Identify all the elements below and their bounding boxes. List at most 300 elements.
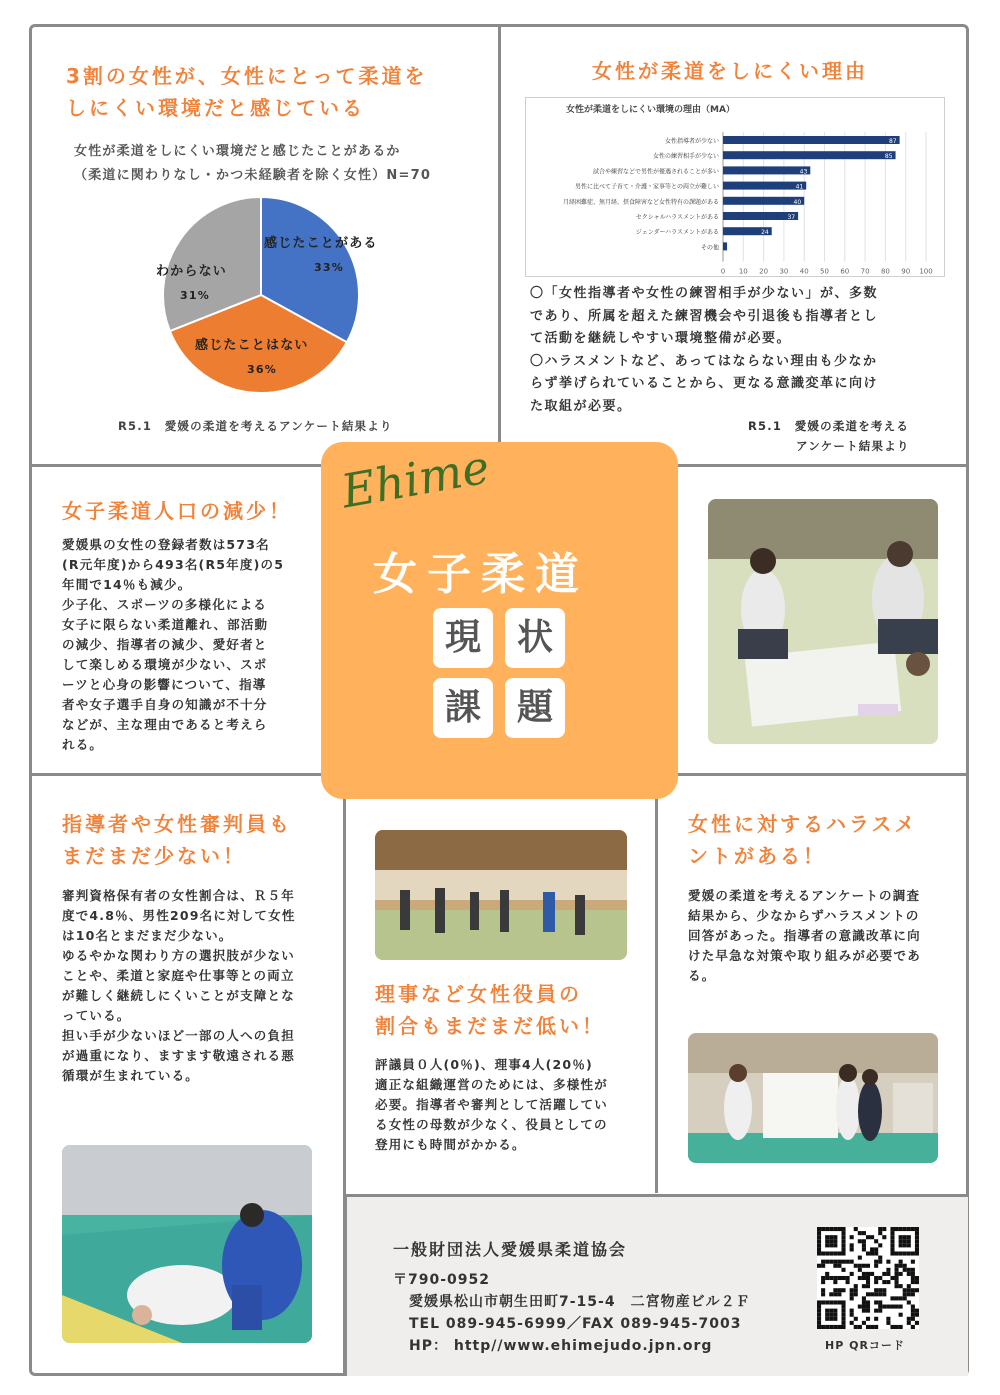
pie-pct-notfelt: 36% <box>247 363 277 376</box>
qr-module <box>825 1309 829 1313</box>
qr-module <box>846 1276 850 1280</box>
qr-module <box>882 1305 886 1309</box>
bar-tick-label: 80 <box>880 267 890 276</box>
qr-module <box>821 1251 825 1255</box>
qr-module <box>903 1264 907 1268</box>
gymnasium-photo <box>375 830 627 960</box>
qr-module <box>886 1268 890 1272</box>
qr-module <box>903 1288 907 1292</box>
qr-module <box>911 1292 915 1296</box>
bar-chart <box>526 98 944 276</box>
qr-module <box>899 1313 903 1317</box>
qr-module <box>866 1276 870 1280</box>
qr-module <box>895 1264 899 1268</box>
qr-module <box>837 1276 841 1280</box>
qr-module <box>911 1227 915 1231</box>
qr-module <box>890 1251 894 1255</box>
qr-module <box>878 1256 882 1260</box>
qr-module <box>870 1247 874 1251</box>
qr-module <box>841 1239 845 1243</box>
referees-text: 審判資格保有者の女性割合は、Ｒ５年 度で4.8％、男性209名に対して女性 は10名とまだまだ少ない。 ゆるやかな関わり方の選択肢が少ない ことや、柔道と家庭や仕事等との両立 が難しく継続しにくいことが支障とな っている。 担い手が少ないほど一部の人への負担 が過重になり、ますます敬遠される悪 循環が生まれている。 <box>62 888 296 1083</box>
qr-module <box>833 1239 837 1243</box>
qr-module <box>825 1317 829 1321</box>
qr-module <box>850 1272 854 1276</box>
bar-chart-title: 女性が柔道をしにくい環境の理由（MA） <box>566 105 735 115</box>
qr-module <box>833 1288 837 1292</box>
pie-question: 女性が柔道をしにくい環境だと感じたことがあるか （柔道に関わりなし・かつ未経験者を除く女性）N=70 <box>74 144 432 183</box>
qr-module <box>874 1325 878 1329</box>
qr-module <box>817 1309 821 1313</box>
qr-module <box>890 1276 894 1280</box>
qr-module <box>915 1235 919 1239</box>
qr-module <box>825 1325 829 1329</box>
qr-module <box>878 1227 882 1231</box>
qr-module <box>878 1288 882 1292</box>
bar-category-label: 女性指導者が少ない <box>664 138 719 145</box>
bar-category-label: 女性の練習相手が少ない <box>652 153 719 161</box>
qr-module <box>878 1243 882 1247</box>
qr-module <box>829 1227 833 1231</box>
kanji-kadai-2: 題 <box>505 678 565 738</box>
qr-module <box>903 1296 907 1300</box>
ehime-script: Ehime <box>337 439 494 519</box>
kanji-kadai-1: 課 <box>433 678 493 738</box>
qr-module <box>833 1276 837 1280</box>
qr-module <box>915 1321 919 1325</box>
qr-module <box>915 1280 919 1284</box>
qr-module <box>829 1313 833 1317</box>
qr-module <box>837 1325 841 1329</box>
qr-module <box>895 1276 899 1280</box>
qr-module <box>915 1309 919 1313</box>
pie-source: R5.1 愛媛の柔道を考えるアンケート結果より <box>118 419 393 433</box>
qr-module <box>874 1247 878 1251</box>
qr-module <box>907 1272 911 1276</box>
qr-module <box>866 1264 870 1268</box>
qr-module <box>874 1280 878 1284</box>
bar-heading: 女性が柔道をしにくい理由 <box>592 59 868 83</box>
qr-module <box>825 1243 829 1247</box>
bar-category-label: 試合や練習などで男性が優遇されることが多い <box>592 168 719 176</box>
qr-module <box>866 1251 870 1255</box>
qr-module <box>899 1272 903 1276</box>
qr-module <box>866 1292 870 1296</box>
qr-module <box>841 1305 845 1309</box>
qr-module <box>854 1288 858 1292</box>
qr-module <box>878 1309 882 1313</box>
pie-label-notfelt: 感じたことはない <box>195 338 309 353</box>
divider <box>655 773 658 1193</box>
qr-module <box>841 1309 845 1313</box>
qr-module <box>817 1321 821 1325</box>
address: 愛媛県松山市朝生田町7-15-4 二宮物産ビル２Ｆ <box>409 1294 751 1310</box>
qr-module <box>874 1288 878 1292</box>
qr-module <box>882 1288 886 1292</box>
qr-module <box>833 1313 837 1317</box>
qr-module <box>821 1260 825 1264</box>
qr-module <box>817 1325 821 1329</box>
qr-module <box>899 1235 903 1239</box>
kanji-genjo-2: 状 <box>505 608 565 668</box>
bar-3 <box>723 182 806 190</box>
qr-module <box>874 1251 878 1255</box>
population-text: 愛媛県の女性の登録者数は573名 (R元年度)から493名(R5年度)の5 年間で14％も減少。 少子化、スポーツの多様化による 女子に限らない柔道離れ、部活動 の減少、指導者の減少、愛好者と して楽しめる環境が少ない、スポ ーツと心身の影響について、指導 者や女子選手自身の知識が不十分 などが、主な理由であると考えら れる。 <box>62 537 285 752</box>
qr-module <box>886 1321 890 1325</box>
qr-module <box>854 1325 858 1329</box>
qr-module <box>841 1227 845 1231</box>
qr-module <box>833 1235 837 1239</box>
qr-module <box>841 1325 845 1329</box>
qr-module <box>899 1264 903 1268</box>
qr-module <box>821 1227 825 1231</box>
qr-module <box>895 1280 899 1284</box>
qr-module <box>895 1284 899 1288</box>
homepage-link[interactable]: HP： http//www.ehimejudo.jpn.org <box>409 1338 713 1354</box>
qr-module <box>841 1268 845 1272</box>
qr-module <box>915 1247 919 1251</box>
qr-module <box>841 1260 845 1264</box>
qr-module <box>846 1260 850 1264</box>
qr-module <box>817 1251 821 1255</box>
qr-module <box>825 1272 829 1276</box>
qr-module <box>858 1276 862 1280</box>
tel-fax: TEL 089-945-6999／FAX 089-945-7003 <box>409 1316 742 1332</box>
qr-module <box>841 1243 845 1247</box>
qr-module <box>899 1284 903 1288</box>
qr-module <box>829 1317 833 1321</box>
qr-module <box>895 1305 899 1309</box>
qr-module <box>821 1264 825 1268</box>
qr-module <box>903 1235 907 1239</box>
qr-module <box>882 1227 886 1231</box>
qr-module <box>862 1284 866 1288</box>
qr-module <box>854 1227 858 1231</box>
qr-code[interactable] <box>817 1227 919 1329</box>
bar-1 <box>723 151 896 159</box>
qr-module <box>886 1305 890 1309</box>
qr-module <box>817 1231 821 1235</box>
qr-module <box>854 1317 858 1321</box>
qr-module <box>874 1300 878 1304</box>
qr-module <box>907 1268 911 1272</box>
qr-module <box>878 1292 882 1296</box>
qr-module <box>907 1235 911 1239</box>
qr-module <box>854 1264 858 1268</box>
footer-contact <box>344 1194 968 1376</box>
qr-module <box>833 1264 837 1268</box>
qr-module <box>854 1284 858 1288</box>
qr-module <box>862 1264 866 1268</box>
qr-module <box>907 1300 911 1304</box>
qr-module <box>874 1276 878 1280</box>
qr-module <box>915 1276 919 1280</box>
qr-label: HP QRコード <box>825 1339 905 1352</box>
qr-module <box>862 1231 866 1235</box>
qr-module <box>850 1247 854 1251</box>
qr-module <box>870 1325 874 1329</box>
qr-module <box>837 1251 841 1255</box>
qr-module <box>841 1276 845 1280</box>
qr-module <box>866 1272 870 1276</box>
qr-module <box>825 1235 829 1239</box>
qr-module <box>858 1325 862 1329</box>
qr-module <box>850 1292 854 1296</box>
qr-module <box>862 1296 866 1300</box>
qr-module <box>866 1309 870 1313</box>
qr-module <box>829 1325 833 1329</box>
qr-module <box>907 1239 911 1243</box>
bar-tick-label: 0 <box>720 267 726 276</box>
pie-pct-unknown: 31% <box>180 289 210 302</box>
badge-title: 女子柔道 <box>373 549 589 600</box>
qr-module <box>825 1239 829 1243</box>
qr-module <box>854 1292 858 1296</box>
qr-module <box>817 1264 821 1268</box>
qr-module <box>833 1292 837 1296</box>
qr-module <box>817 1239 821 1243</box>
qr-module <box>895 1296 899 1300</box>
qr-module <box>866 1284 870 1288</box>
qr-module <box>911 1272 915 1276</box>
qr-module <box>858 1264 862 1268</box>
qr-module <box>841 1231 845 1235</box>
qr-module <box>821 1325 825 1329</box>
qr-module <box>907 1227 911 1231</box>
qr-module <box>866 1317 870 1321</box>
qr-module <box>829 1260 833 1264</box>
qr-module <box>829 1235 833 1239</box>
bar-category-label: その他 <box>700 244 719 252</box>
qr-module <box>878 1260 882 1264</box>
qr-module <box>882 1272 886 1276</box>
qr-module <box>890 1239 894 1243</box>
qr-module <box>817 1305 821 1309</box>
qr-module <box>829 1239 833 1243</box>
bar-0 <box>723 136 900 144</box>
qr-module <box>874 1317 878 1321</box>
qr-module <box>850 1243 854 1247</box>
qr-module <box>817 1235 821 1239</box>
qr-module <box>911 1260 915 1264</box>
qr-module <box>825 1251 829 1255</box>
qr-module <box>841 1247 845 1251</box>
qr-module <box>890 1243 894 1247</box>
qr-module <box>911 1288 915 1292</box>
qr-module <box>911 1325 915 1329</box>
qr-module <box>890 1325 894 1329</box>
qr-module <box>862 1300 866 1304</box>
qr-module <box>911 1276 915 1280</box>
qr-module <box>833 1251 837 1255</box>
qr-module <box>907 1317 911 1321</box>
population-heading: 女子柔道人口の減少！ <box>62 499 292 523</box>
qr-module <box>895 1268 899 1272</box>
qr-module <box>833 1309 837 1313</box>
qr-module <box>862 1247 866 1251</box>
qr-module <box>817 1227 821 1231</box>
qr-module <box>878 1276 882 1280</box>
title-badge <box>321 439 678 799</box>
qr-module <box>858 1256 862 1260</box>
qr-module <box>862 1321 866 1325</box>
bar-tick-label: 30 <box>779 267 789 276</box>
bar-2 <box>723 166 810 174</box>
qr-module <box>829 1243 833 1247</box>
qr-module <box>903 1227 907 1231</box>
qr-module <box>841 1317 845 1321</box>
bar-tick-label: 60 <box>840 267 850 276</box>
qr-module <box>870 1235 874 1239</box>
kanji-genjo-1: 現 <box>433 608 493 668</box>
qr-module <box>874 1239 878 1243</box>
bar-tick-label: 100 <box>919 267 933 276</box>
qr-module <box>899 1251 903 1255</box>
qr-module <box>866 1300 870 1304</box>
officers-text: 評議員０人(0％)、理事4人(20％) 適正な組織運営のためには、多様性が 必要。指導者や審判として活躍してい る女性の母数が少なく、役員としての 登用にも時間がかかる。 <box>375 1057 608 1152</box>
qr-module <box>858 1231 862 1235</box>
qr-module <box>911 1313 915 1317</box>
bar-tick-label: 40 <box>799 267 809 276</box>
qr-module <box>903 1239 907 1243</box>
qr-module <box>837 1227 841 1231</box>
qr-module <box>890 1227 894 1231</box>
qr-module <box>890 1231 894 1235</box>
qr-module <box>907 1288 911 1292</box>
qr-module <box>850 1235 854 1239</box>
workshop-photo <box>708 499 938 744</box>
bar-value-label: 43 <box>799 168 808 176</box>
harassment-text: 愛媛の柔道を考えるアンケートの調査 結果から、少なからずハラスメントの 回答があった。指導者の意識改革に向 けた早急な対策や取り組みが必要であ る。 <box>688 888 921 983</box>
qr-module <box>895 1272 899 1276</box>
bar-category-label: セクシャルハラスメントがある <box>635 214 719 221</box>
qr-module <box>841 1235 845 1239</box>
qr-module <box>833 1317 837 1321</box>
presentation-photo <box>688 1033 938 1163</box>
qr-module <box>878 1305 882 1309</box>
qr-module <box>821 1292 825 1296</box>
qr-module <box>850 1313 854 1317</box>
qr-module <box>850 1309 854 1313</box>
qr-module <box>886 1272 890 1276</box>
qr-module <box>841 1251 845 1255</box>
qr-module <box>833 1325 837 1329</box>
qr-module <box>837 1300 841 1304</box>
qr-module <box>862 1309 866 1313</box>
qr-module <box>903 1251 907 1255</box>
qr-module <box>825 1300 829 1304</box>
bar-tick-label: 50 <box>820 267 829 276</box>
qr-module <box>915 1227 919 1231</box>
qr-module <box>899 1305 903 1309</box>
qr-module <box>899 1227 903 1231</box>
qr-module <box>829 1251 833 1255</box>
bar-value-label: 87 <box>888 138 897 145</box>
qr-module <box>915 1288 919 1292</box>
qr-module <box>829 1292 833 1296</box>
qr-module <box>862 1276 866 1280</box>
qr-module <box>850 1321 854 1325</box>
qr-module <box>866 1280 870 1284</box>
qr-module <box>858 1268 862 1272</box>
bar-tick-label: 20 <box>759 267 769 276</box>
org-name: 一般財団法人愛媛県柔道協会 <box>393 1240 628 1259</box>
qr-module <box>915 1243 919 1247</box>
qr-module <box>903 1268 907 1272</box>
qr-module <box>878 1231 882 1235</box>
bar-chart-box <box>525 97 945 277</box>
qr-module <box>817 1247 821 1251</box>
qr-module <box>833 1260 837 1264</box>
qr-module <box>895 1251 899 1255</box>
bar-tick-label: 90 <box>901 267 911 276</box>
qr-module <box>837 1264 841 1268</box>
qr-module <box>821 1280 825 1284</box>
bar-category-label: 男性に比べて子育て・介護・家事等との両立が難しい <box>574 183 719 191</box>
bar-tick-label: 70 <box>860 267 870 276</box>
qr-module <box>903 1243 907 1247</box>
qr-module <box>821 1288 825 1292</box>
qr-module <box>862 1272 866 1276</box>
qr-module <box>833 1227 837 1231</box>
qr-module <box>907 1284 911 1288</box>
qr-module <box>886 1260 890 1264</box>
qr-module <box>911 1280 915 1284</box>
judo-match-photo <box>62 1145 312 1343</box>
qr-module <box>895 1227 899 1231</box>
qr-module <box>870 1251 874 1255</box>
bar-value-label: 85 <box>884 153 893 161</box>
bar-7 <box>723 242 727 250</box>
qr-module <box>833 1243 837 1247</box>
divider <box>498 24 501 466</box>
qr-module <box>886 1280 890 1284</box>
qr-module <box>915 1239 919 1243</box>
qr-module <box>858 1239 862 1243</box>
bar-value-label: 41 <box>795 183 804 191</box>
qr-module <box>817 1300 821 1304</box>
qr-module <box>870 1272 874 1276</box>
qr-module <box>817 1313 821 1317</box>
qr-module <box>882 1292 886 1296</box>
qr-module <box>833 1280 837 1284</box>
bar-source: R5.1 愛媛の柔道を考える アンケート結果より <box>748 419 910 453</box>
qr-module <box>862 1305 866 1309</box>
qr-module <box>850 1296 854 1300</box>
qr-module <box>915 1313 919 1317</box>
qr-module <box>837 1292 841 1296</box>
qr-module <box>866 1235 870 1239</box>
qr-module <box>911 1251 915 1255</box>
qr-module <box>886 1317 890 1321</box>
qr-module <box>911 1305 915 1309</box>
qr-module <box>825 1313 829 1317</box>
qr-module <box>841 1288 845 1292</box>
qr-module <box>870 1292 874 1296</box>
qr-module <box>874 1309 878 1313</box>
qr-module <box>821 1276 825 1280</box>
qr-module <box>829 1300 833 1304</box>
qr-module <box>829 1276 833 1280</box>
qr-module <box>841 1300 845 1304</box>
qr-module <box>833 1300 837 1304</box>
qr-module <box>874 1292 878 1296</box>
referees-heading: 指導者や女性審判員も まだまだ少ない！ <box>62 812 292 868</box>
qr-module <box>878 1300 882 1304</box>
qr-module <box>890 1305 894 1309</box>
bar-tick-label: 10 <box>738 267 748 276</box>
qr-module <box>874 1264 878 1268</box>
qr-module <box>837 1260 841 1264</box>
